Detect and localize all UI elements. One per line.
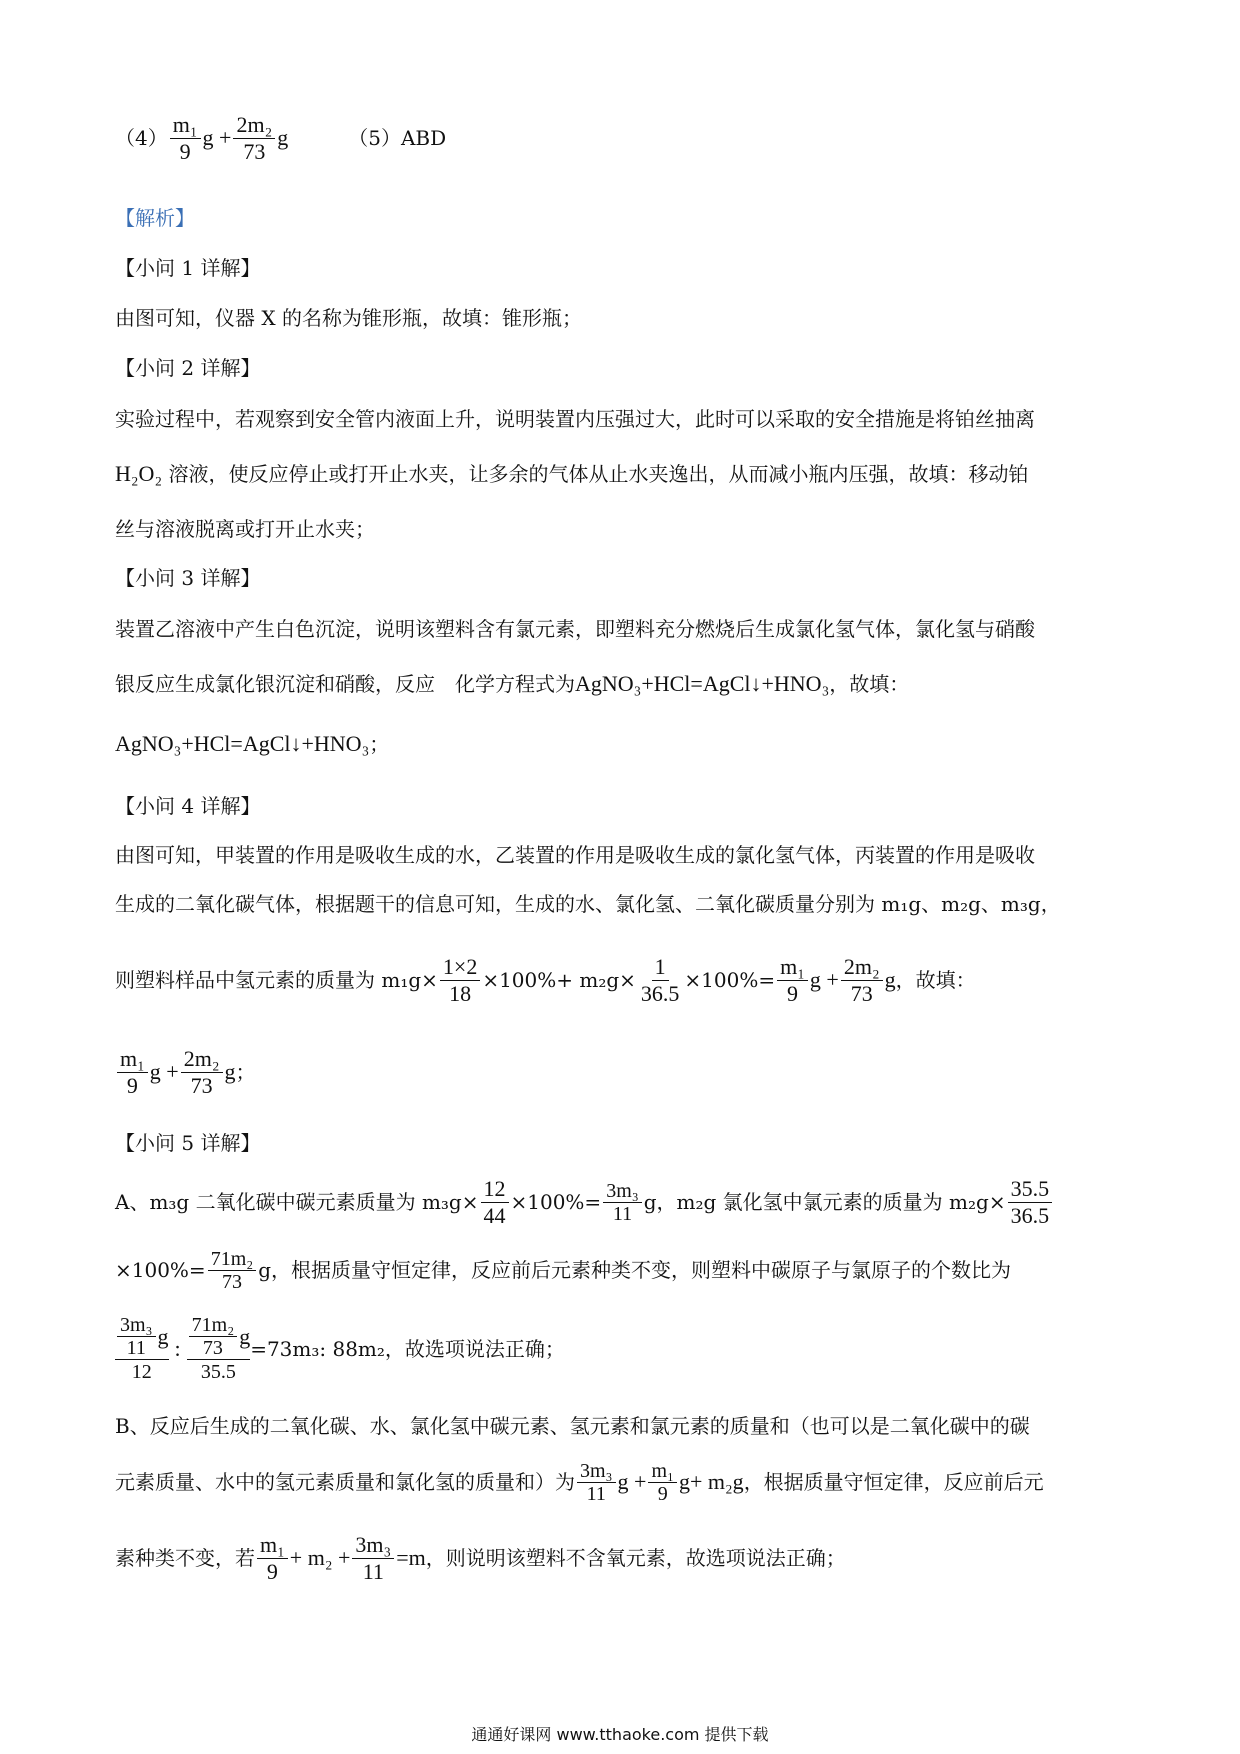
- q1-heading: 【小问 1 详解】: [115, 256, 261, 280]
- text: g，m₂g 氯化氢中氯元素的质量为 m₂g×: [643, 1190, 1006, 1214]
- text: 银反应生成氯化银沉淀和硝酸，反应 化学方程式为: [115, 672, 575, 696]
- q4-line1: 由图可知，甲装置的作用是吸收生成的水，乙装置的作用是吸收生成的氯化氢气体，丙装置的作用是吸收: [115, 843, 1035, 867]
- compound-numerator: [115, 1314, 169, 1360]
- compound-fraction: [115, 1314, 169, 1384]
- q3-line3: [115, 732, 389, 756]
- text: A、m₃g 二氧化碳中碳元素质量为 m₃g×: [115, 1190, 479, 1214]
- numerator: 2m₂: [181, 1046, 223, 1073]
- unit: g +: [809, 967, 839, 992]
- fraction: [841, 954, 883, 1007]
- q2-line1: 实验过程中，若观察到安全管内液面上升，说明装置内压强过大，此时可以采取的安全措施是将铂丝抽离: [115, 407, 1035, 431]
- compound-denominator: 35.5: [200, 1361, 236, 1383]
- q3-line1: 装置乙溶液中产生白色沉淀，说明该塑料含有氯元素，即塑料充分燃烧后生成氯化氢气体，氯化氢与硝酸: [115, 617, 1035, 641]
- text: ，故填：: [829, 672, 910, 696]
- unit: g+ m₂g: [678, 1469, 744, 1494]
- text: =73m₃: 88m₂，故选项说法正确；: [250, 1337, 565, 1361]
- denominator: 44: [483, 1202, 506, 1228]
- denominator: 11: [362, 1558, 384, 1584]
- numerator: m₁: [117, 1046, 148, 1073]
- text: ×100%=: [510, 1190, 602, 1214]
- formula: H₂O₂: [115, 461, 163, 486]
- denominator: 11: [612, 1202, 633, 1225]
- unit: g +: [149, 1059, 179, 1084]
- unit: g +: [617, 1469, 647, 1494]
- unit: g: [277, 125, 289, 150]
- q2-line2: [115, 462, 1028, 486]
- q5-b-line2: [115, 1450, 1044, 1514]
- numerator: 3m₃: [603, 1180, 642, 1203]
- numerator: 3m₃: [577, 1460, 616, 1483]
- unit: g +: [202, 125, 232, 150]
- unit: g: [224, 1059, 236, 1084]
- q4-heading: 【小问 4 详解】: [115, 794, 261, 818]
- denominator: 11: [586, 1482, 606, 1505]
- denominator: 18: [449, 980, 472, 1006]
- fraction: [181, 1046, 223, 1099]
- compound-numerator: [187, 1314, 251, 1360]
- fraction: [117, 1046, 148, 1099]
- text: ，根据质量守恒定律，反应前后元: [743, 1470, 1044, 1494]
- numerator: 2m₂: [841, 954, 883, 981]
- q4-line4: [115, 1042, 256, 1102]
- unit: g: [157, 1323, 169, 1349]
- denominator: 73: [221, 1270, 242, 1293]
- q1-text: 由图可知，仪器 X 的名称为锥形瓶，故填：锥形瓶；: [115, 306, 582, 330]
- fraction: [1008, 1176, 1053, 1229]
- numerator: m₁: [777, 954, 808, 981]
- q5-b-line3: [115, 1526, 846, 1590]
- q4-line3: [115, 948, 976, 1012]
- numerator: 3m₃: [117, 1314, 156, 1337]
- denominator: 11: [126, 1337, 146, 1359]
- q3-heading: 【小问 3 详解】: [115, 566, 261, 590]
- text: 溶液，使反应停止或打开止水夹，让多余的气体从止水夹逸出，从而减小瓶内压强，故填：移动铂: [162, 462, 1029, 486]
- text: + m₂ +: [289, 1545, 351, 1570]
- q5-b-line1: B、反应后生成的二氧化碳、水、氯化氢中碳元素、氢元素和氯元素的质量和（也可以是二氧化碳中的碳: [115, 1414, 1030, 1438]
- fraction: [638, 954, 683, 1007]
- numerator: m₁: [257, 1532, 288, 1559]
- text: 则塑料样品中氢元素的质量为 m₁g×: [115, 968, 438, 992]
- text: ，则说明该塑料不含氧元素，故选项说法正确；: [425, 1546, 846, 1570]
- compound-fraction: [187, 1314, 251, 1384]
- numerator: 35.5: [1008, 1176, 1053, 1203]
- q2-heading: 【小问 2 详解】: [115, 356, 261, 380]
- denominator: 73: [850, 980, 873, 1006]
- unit: g: [884, 967, 896, 992]
- numerator: m₁: [170, 112, 201, 139]
- fraction: [170, 112, 201, 165]
- q5-a-line3: [115, 1306, 565, 1392]
- denominator: 73: [202, 1337, 223, 1359]
- text: 元素质量、水中的氢元素质量和氯化氢的质量和）为: [115, 1470, 575, 1494]
- answer-line-4-5: [115, 108, 446, 168]
- text: 素种类不变，若: [115, 1546, 255, 1570]
- denominator: 36.5: [1010, 1202, 1050, 1228]
- answer-4-label: （4）: [115, 126, 168, 150]
- q4-line2: 生成的二氧化碳气体，根据题干的信息可知，生成的水、氯化氢、二氧化碳质量分别为 m₁g、m₂g、m₃g，: [115, 892, 1061, 916]
- fraction: [603, 1180, 642, 1225]
- page-footer: 通通好课网 www.tthaoke.com 提供下载: [471, 1725, 769, 1744]
- fraction: [233, 112, 275, 165]
- text: ；: [235, 1060, 256, 1084]
- text: ×100%+ m₂g×: [482, 968, 636, 992]
- denominator: 9: [266, 1558, 278, 1584]
- chemical-equation: AgNO₃+HCl=AgCl↓+HNO₃: [575, 671, 830, 696]
- q5-heading: 【小问 5 详解】: [115, 1131, 261, 1155]
- text: =m: [396, 1545, 426, 1570]
- fraction: [777, 954, 808, 1007]
- fraction: [208, 1248, 257, 1293]
- numerator: 71m₂: [208, 1248, 257, 1271]
- numerator: 2m₂: [233, 112, 275, 139]
- fraction: [257, 1532, 288, 1585]
- fraction: [117, 1314, 156, 1359]
- text: ，故填：: [895, 968, 976, 992]
- numerator: 71m₂: [189, 1314, 238, 1337]
- denominator: 73: [243, 138, 266, 164]
- denominator: 9: [179, 138, 191, 164]
- colon: :: [174, 1336, 181, 1361]
- denominator: 9: [787, 980, 799, 1006]
- fraction: [577, 1460, 616, 1505]
- fraction: [481, 1176, 509, 1229]
- denominator: 9: [126, 1072, 138, 1098]
- q3-line2: [115, 672, 909, 696]
- text: g，根据质量守恒定律，反应前后元素种类不变，则塑料中碳原子与氯原子的个数比为: [258, 1258, 1012, 1282]
- chemical-equation: AgNO₃+HCl=AgCl↓+HNO₃: [115, 731, 370, 756]
- fraction: [189, 1314, 238, 1359]
- numerator: m₁: [648, 1460, 677, 1483]
- q5-a-line1: [115, 1170, 1054, 1234]
- fraction: [352, 1532, 394, 1585]
- q2-line3: 丝与溶液脱离或打开止水夹；: [115, 517, 375, 541]
- q5-a-line2: [115, 1240, 1011, 1300]
- analysis-label: 【解析】: [115, 206, 195, 230]
- unit: g: [239, 1323, 251, 1349]
- text: ×100%=: [684, 968, 776, 992]
- numerator: 1×2: [440, 954, 480, 981]
- fraction: [648, 1460, 677, 1505]
- denominator: 36.5: [640, 980, 680, 1006]
- compound-denominator: 12: [131, 1361, 152, 1383]
- fraction: [440, 954, 480, 1007]
- numerator: 12: [481, 1176, 509, 1203]
- numerator: 3m₃: [352, 1532, 394, 1559]
- numerator: 1: [652, 954, 669, 981]
- denominator: 73: [190, 1072, 213, 1098]
- denominator: 9: [657, 1482, 668, 1505]
- text: ×100%=: [115, 1258, 206, 1282]
- text: ；: [369, 732, 390, 756]
- answer-5: （5）ABD: [348, 126, 447, 150]
